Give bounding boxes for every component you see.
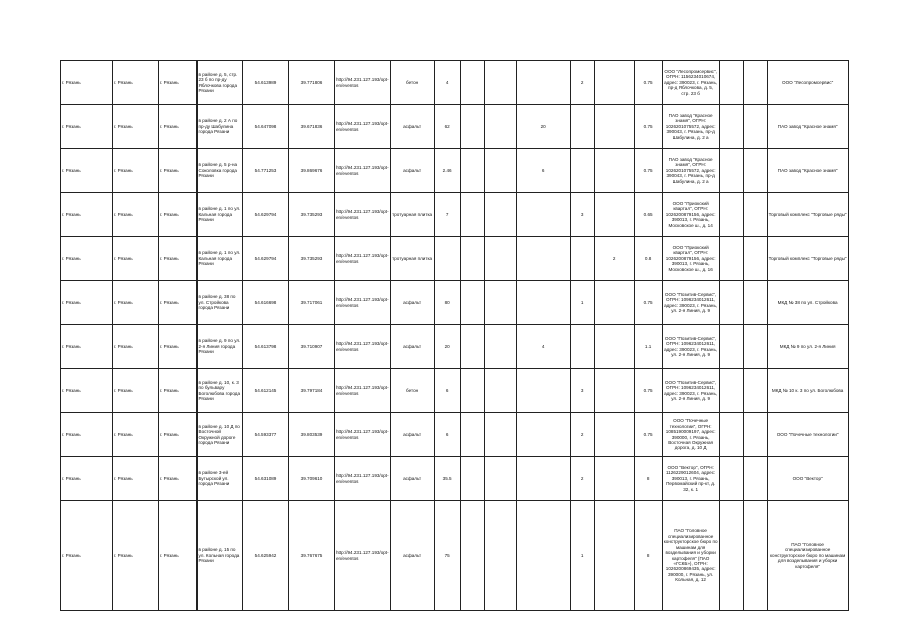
cell-c5 xyxy=(594,457,634,501)
cell-region: г. Рязань xyxy=(61,237,113,281)
cell-lon: 39.797184 xyxy=(289,369,335,413)
cell-c1 xyxy=(460,281,484,325)
cell-c5 xyxy=(594,325,634,369)
cell-region: г. Рязань xyxy=(61,325,113,369)
table-row xyxy=(61,413,849,457)
cell-region: г. Рязань xyxy=(61,281,113,325)
cell-district: г. Рязань xyxy=(113,501,159,611)
table-row xyxy=(61,369,849,413)
cell-city: г. Рязань xyxy=(159,457,197,501)
cell-c1 xyxy=(460,369,484,413)
cell-source: ПАО завод "Красное знамя" xyxy=(767,105,848,149)
cell-lat: 54.647098 xyxy=(243,105,289,149)
cell-e2 xyxy=(743,105,767,149)
cell-district: г. Рязань xyxy=(113,237,159,281)
cell-e2 xyxy=(743,369,767,413)
cell-c6: 0.75 xyxy=(634,413,662,457)
cell-district: г. Рязань xyxy=(113,369,159,413)
cell-c3 xyxy=(516,61,570,105)
table-row xyxy=(61,501,849,611)
cell-source: ООО "Почечные технологии" xyxy=(767,413,848,457)
table-row xyxy=(61,237,849,281)
cell-c2 xyxy=(484,281,516,325)
cell-lat: 54.625942 xyxy=(243,501,289,611)
cell-e1 xyxy=(719,193,743,237)
cell-surface: асфальт xyxy=(390,149,434,193)
cell-address: в районе д. 10 Д по Восточной Окружной дороге города Рязани xyxy=(197,413,243,457)
cell-address: в районе д. 9 по ул. 2-я Линия города Рязани xyxy=(197,325,243,369)
cell-e1 xyxy=(719,281,743,325)
cell-c2 xyxy=(484,369,516,413)
cell-lon: 39.735293 xyxy=(289,193,335,237)
cell-link: http://94.231.127.193/opt-en/eventos xyxy=(335,149,391,193)
cell-e1 xyxy=(719,413,743,457)
cell-surface: асфальт xyxy=(390,281,434,325)
cell-c5 xyxy=(594,281,634,325)
cell-area: 80 xyxy=(434,281,460,325)
cell-link: http://94.231.127.193/opt-en/eventos xyxy=(335,369,391,413)
cell-source: ООО "Лесопромсервис" xyxy=(767,61,848,105)
cell-address: в районе д. 15 по ул. Кольная города Рязани xyxy=(197,501,243,611)
cell-link: http://94.231.127.193/opt-en/eventos xyxy=(335,105,391,149)
cell-c6: 0.75 xyxy=(634,105,662,149)
cell-owner: ООО "Позитив-Сервис", ОГРН: 1096234012611, адрес: 390023, г. Рязань, ул. 2-я Линия, д. 9 xyxy=(662,281,719,325)
cell-lat: 54.629794 xyxy=(243,193,289,237)
cell-e2 xyxy=(743,457,767,501)
cell-owner: ООО "Вектор", ОГРН: 1126229012604, адрес: 390013, г. Рязань, Первомайский пр-кт, д. 32, к. 1 xyxy=(662,457,719,501)
cell-city: г. Рязань xyxy=(159,193,197,237)
cell-c3: 6 xyxy=(516,149,570,193)
cell-owner: ООО "Приокский квартал", ОГРН: 1026200879156, адрес: 390013, г. Рязань, Московское ш., д. 14 xyxy=(662,193,719,237)
cell-e2 xyxy=(743,325,767,369)
cell-c5 xyxy=(594,501,634,611)
cell-c4: 2 xyxy=(570,61,594,105)
cell-link: http://94.231.127.193/opt-en/eventos xyxy=(335,413,391,457)
cell-c6: 8 xyxy=(634,501,662,611)
cell-c2 xyxy=(484,413,516,457)
cell-district: г. Рязань xyxy=(113,457,159,501)
cell-area: 2.46 xyxy=(434,149,460,193)
cell-surface: асфальт xyxy=(390,501,434,611)
cell-c3 xyxy=(516,193,570,237)
cell-region: г. Рязань xyxy=(61,501,113,611)
table-row xyxy=(61,61,849,105)
cell-c4: 1 xyxy=(570,501,594,611)
cell-owner: ООО "Позитив-Сервис", ОГРН: 1096234012611, адрес: 390023, г. Рязань, ул. 2-я Линия, д. 9 xyxy=(662,325,719,369)
cell-area: 20 xyxy=(434,325,460,369)
cell-c5: 2 xyxy=(594,237,634,281)
cell-region: г. Рязань xyxy=(61,413,113,457)
cell-region: г. Рязань xyxy=(61,457,113,501)
cell-e2 xyxy=(743,193,767,237)
cell-c1 xyxy=(460,413,484,457)
cell-e1 xyxy=(719,149,743,193)
cell-area: 6 xyxy=(434,413,460,457)
cell-c2 xyxy=(484,105,516,149)
cell-e1 xyxy=(719,457,743,501)
cell-c2 xyxy=(484,325,516,369)
cell-c1 xyxy=(460,237,484,281)
cell-c1 xyxy=(460,457,484,501)
cell-source: Торговый комплекс "Торговые ряды" xyxy=(767,237,848,281)
cell-c6: 0.75 xyxy=(634,149,662,193)
cell-city: г. Рязань xyxy=(159,369,197,413)
cell-e2 xyxy=(743,413,767,457)
cell-owner: ООО "Позитив-Сервис", ОГРН: 1096234012611, адрес: 390023, г. Рязань, ул. 2-я Линия, д. 9 xyxy=(662,369,719,413)
cell-district: г. Рязань xyxy=(113,413,159,457)
cell-c3 xyxy=(516,369,570,413)
table-row xyxy=(61,193,849,237)
cell-c6: 0.8 xyxy=(634,237,662,281)
cell-lat: 54.593377 xyxy=(243,413,289,457)
cell-region: г. Рязань xyxy=(61,193,113,237)
cell-city: г. Рязань xyxy=(159,413,197,457)
cell-address: в районе д. 5 р-на Соколовка города Рязани xyxy=(197,149,243,193)
cell-c4 xyxy=(570,105,594,149)
cell-c1 xyxy=(460,149,484,193)
cell-link: http://94.231.127.193/opt-en/eventos xyxy=(335,193,391,237)
cell-e2 xyxy=(743,501,767,611)
cell-source: ПАО завод "Красное знамя" xyxy=(767,149,848,193)
cell-address: в районе д. 10, к. 3 по бульвару Боголюбова города Рязани xyxy=(197,369,243,413)
cell-e2 xyxy=(743,281,767,325)
cell-c1 xyxy=(460,61,484,105)
cell-link: http://94.231.127.193/opt-en/eventos xyxy=(335,61,391,105)
cell-c2 xyxy=(484,237,516,281)
cell-e1 xyxy=(719,501,743,611)
cell-c1 xyxy=(460,501,484,611)
cell-c4: 3 xyxy=(570,193,594,237)
cell-city: г. Рязань xyxy=(159,105,197,149)
cell-c4: 2 xyxy=(570,413,594,457)
table-row xyxy=(61,325,849,369)
cell-area: 75 xyxy=(434,501,460,611)
cell-lat: 54.771253 xyxy=(243,149,289,193)
table-row xyxy=(61,149,849,193)
cell-lon: 39.803539 xyxy=(289,413,335,457)
cell-area: 6 xyxy=(434,369,460,413)
cell-source: МКД № 38 по ул. Стройкова xyxy=(767,281,848,325)
cell-owner: ООО "Приокский квартал", ОГРН: 1026200879156, адрес: 390013, г. Рязань, Московское ш., д. 16 xyxy=(662,237,719,281)
cell-c4: 1 xyxy=(570,281,594,325)
cell-surface: бетон xyxy=(390,61,434,105)
cell-owner: ПАО "Головное специализированное конструкторское бюро по машинам для возделывания и уборки картофеля" (ПАО «ГСКБ»), ОГРН: 1026200869435, адрес: 390000, г. Рязань, ул. Кольная, д. 12 xyxy=(662,501,719,611)
cell-c2 xyxy=(484,61,516,105)
cell-c3 xyxy=(516,281,570,325)
cell-c3 xyxy=(516,237,570,281)
cell-city: г. Рязань xyxy=(159,325,197,369)
table-body xyxy=(61,61,849,611)
cell-c6: 0.75 xyxy=(634,369,662,413)
cell-c5 xyxy=(594,149,634,193)
table-row xyxy=(61,105,849,149)
cell-c6: 0.75 xyxy=(634,281,662,325)
cell-e1 xyxy=(719,369,743,413)
cell-c4 xyxy=(570,325,594,369)
cell-lon: 39.869676 xyxy=(289,149,335,193)
cell-owner: ПАО завод "Красное знамя", ОГРН: 1026201075572, адрес: 390043, г. Рязань, пр-д Шабулина, д. 2 а xyxy=(662,149,719,193)
cell-address: в районе 3-ей Бутырской ул. города Рязани xyxy=(197,457,243,501)
cell-lon: 39.717061 xyxy=(289,281,335,325)
cell-surface: асфальт xyxy=(390,105,434,149)
cell-lon: 39.767675 xyxy=(289,501,335,611)
cell-source: Торговый комплекс "Торговые ряды" xyxy=(767,193,848,237)
cell-lat: 54.616698 xyxy=(243,281,289,325)
cell-link: http://94.231.127.193/opt-en/eventos xyxy=(335,501,391,611)
cell-c3 xyxy=(516,413,570,457)
table-row xyxy=(61,281,849,325)
cell-lon: 39.709610 xyxy=(289,457,335,501)
cell-address: в районе д. 5, стр. 23 б по пр-ду Яблочкова города Рязани xyxy=(197,61,243,105)
cell-source: ООО "Вектор" xyxy=(767,457,848,501)
cell-city: г. Рязань xyxy=(159,149,197,193)
cell-e2 xyxy=(743,149,767,193)
cell-c6: 8 xyxy=(634,457,662,501)
cell-e1 xyxy=(719,105,743,149)
cell-c6: 0.65 xyxy=(634,193,662,237)
cell-source: МКД № 9 по ул. 2-я Линия xyxy=(767,325,848,369)
cell-district: г. Рязань xyxy=(113,105,159,149)
cell-e2 xyxy=(743,237,767,281)
cell-city: г. Рязань xyxy=(159,237,197,281)
cell-city: г. Рязань xyxy=(159,501,197,611)
cell-e1 xyxy=(719,325,743,369)
cell-link: http://94.231.127.193/opt-en/eventos xyxy=(335,325,391,369)
cell-owner: ПАО завод "Красное знамя", ОГРН: 1026201075572, адрес: 390043, г. Рязань, пр-д Шабулина, д. 2 а xyxy=(662,105,719,149)
cell-city: г. Рязань xyxy=(159,281,197,325)
cell-c1 xyxy=(460,105,484,149)
cell-c2 xyxy=(484,501,516,611)
cell-owner: ООО "Почечные технологии", ОГРН: 1085190009197, адрес: 390000, г. Рязань, Восточная Окружная дорога, д. 10 Д xyxy=(662,413,719,457)
cell-link: http://94.231.127.193/opt-en/eventos xyxy=(335,237,391,281)
data-table xyxy=(60,60,849,611)
cell-e1 xyxy=(719,61,743,105)
cell-c5 xyxy=(594,369,634,413)
spreadsheet xyxy=(60,60,849,611)
cell-surface: асфальт xyxy=(390,325,434,369)
cell-c3: 20 xyxy=(516,105,570,149)
cell-c6: 1.1 xyxy=(634,325,662,369)
cell-link: http://94.231.127.193/opt-en/eventos xyxy=(335,457,391,501)
cell-district: г. Рязань xyxy=(113,281,159,325)
cell-c3 xyxy=(516,457,570,501)
cell-region: г. Рязань xyxy=(61,149,113,193)
cell-address: в районе д. 1 по ул. Кальная города Рязани xyxy=(197,237,243,281)
cell-region: г. Рязань xyxy=(61,105,113,149)
cell-surface: асфальт xyxy=(390,457,434,501)
cell-area: 4 xyxy=(434,61,460,105)
cell-region: г. Рязань xyxy=(61,369,113,413)
cell-city: г. Рязань xyxy=(159,61,197,105)
cell-lat: 54.612145 xyxy=(243,369,289,413)
cell-lon: 39.671836 xyxy=(289,105,335,149)
cell-c4 xyxy=(570,149,594,193)
cell-source: ПАО "Головное специализированное конструкторское бюро по машинам для возделывания и уборки картофеля" xyxy=(767,501,848,611)
cell-address: в районе д. 2 А по пр-ду Шабулина города Рязани xyxy=(197,105,243,149)
cell-area xyxy=(434,237,460,281)
cell-source: МКД № 10 к. 3 по ул. Боголюбова xyxy=(767,369,848,413)
cell-district: г. Рязань xyxy=(113,325,159,369)
cell-c2 xyxy=(484,457,516,501)
cell-lon: 39.710907 xyxy=(289,325,335,369)
cell-c1 xyxy=(460,193,484,237)
cell-c2 xyxy=(484,149,516,193)
cell-c5 xyxy=(594,105,634,149)
cell-lat: 54.613798 xyxy=(243,325,289,369)
cell-e2 xyxy=(743,61,767,105)
cell-surface: асфальт xyxy=(390,413,434,457)
cell-c2 xyxy=(484,193,516,237)
cell-lat: 54.631089 xyxy=(243,457,289,501)
cell-owner: ООО "Лесопромсервис", ОГРН: 1156234010674, адрес: 390023, г. Рязань, пр-д Яблочкова, д. 5, стр. 23 б xyxy=(662,61,719,105)
cell-c5 xyxy=(594,413,634,457)
cell-lon: 39.735293 xyxy=(289,237,335,281)
cell-surface: бетон xyxy=(390,369,434,413)
cell-c5 xyxy=(594,193,634,237)
cell-c3 xyxy=(516,501,570,611)
cell-surface: тротуарная плитка xyxy=(390,237,434,281)
cell-e1 xyxy=(719,237,743,281)
cell-district: г. Рязань xyxy=(113,149,159,193)
cell-c4 xyxy=(570,237,594,281)
cell-area: 35.5 xyxy=(434,457,460,501)
cell-address: в районе д. 38 по ул. Стройкова города Рязани xyxy=(197,281,243,325)
cell-area: 7 xyxy=(434,193,460,237)
cell-lon: 39.771806 xyxy=(289,61,335,105)
cell-surface: тротуарная плитка xyxy=(390,193,434,237)
cell-region: г. Рязань xyxy=(61,61,113,105)
cell-lat: 54.613989 xyxy=(243,61,289,105)
cell-district: г. Рязань xyxy=(113,61,159,105)
cell-area: 62 xyxy=(434,105,460,149)
cell-link: http://94.231.127.193/opt-en/eventos xyxy=(335,281,391,325)
cell-c5 xyxy=(594,61,634,105)
cell-c4: 2 xyxy=(570,457,594,501)
table-row xyxy=(61,457,849,501)
cell-c1 xyxy=(460,325,484,369)
cell-district: г. Рязань xyxy=(113,193,159,237)
cell-c6: 0.75 xyxy=(634,61,662,105)
cell-lat: 54.629794 xyxy=(243,237,289,281)
cell-c4: 3 xyxy=(570,369,594,413)
cell-c3: 4 xyxy=(516,325,570,369)
cell-address: в районе д. 1 по ул. Кальная города Рязани xyxy=(197,193,243,237)
